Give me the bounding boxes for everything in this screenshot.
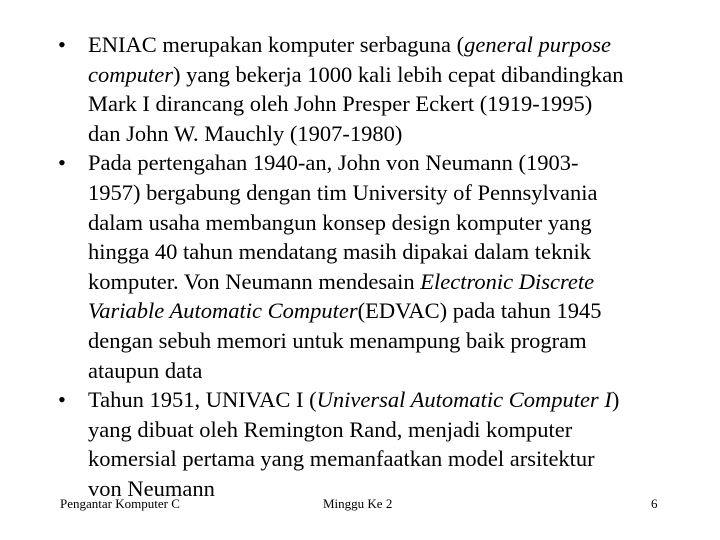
- bullet-line: ataupun data: [88, 357, 203, 383]
- bullet-line: yang dibuat oleh Remington Rand, menjadi komputer: [88, 416, 573, 442]
- bullet-list: [58, 30, 670, 504]
- bullet-line: Mark I dirancang oleh John Presper Eckert (1919-1995): [88, 91, 593, 117]
- footer-page-number: 6: [651, 496, 658, 511]
- bullet-line: dan John W. Mauchly (1907-1980): [88, 120, 403, 146]
- italic-term: computer: [88, 61, 173, 87]
- bullet-line: hingga 40 tahun mendatang masih dipakai dalam teknik: [88, 239, 591, 265]
- bullet-line: Pada pertengahan 1940-an, John von Neumann (1903-: [88, 150, 579, 176]
- text-segment: ENIAC merupakan komputer serbaguna (: [88, 32, 465, 57]
- bullet-line: [88, 385, 670, 415]
- bullet-line: [88, 267, 670, 297]
- text-segment: komputer. Von Neumann mendesain: [88, 268, 421, 294]
- footer-course-title: Pengantar Komputer C: [60, 496, 180, 511]
- bullet-von-neumann: [58, 148, 670, 385]
- bullet-line: dalam usaha membangun konsep design komputer yang: [88, 209, 592, 235]
- italic-term: Universal Automatic Computer I: [316, 387, 612, 413]
- text-segment: ) yang bekerja 1000 kali lebih cepat dibandingkan: [172, 61, 624, 87]
- bullet-line: von Neumann: [88, 475, 215, 501]
- bullet-marker: •: [58, 150, 66, 176]
- bullet-line: [88, 60, 670, 90]
- bullet-line: [88, 30, 670, 60]
- italic-term: general purpose: [464, 32, 611, 57]
- bullet-marker: •: [58, 387, 66, 413]
- text-segment: (EDVAC) pada tahun 1945: [357, 298, 602, 324]
- bullet-line: [88, 296, 670, 326]
- bullet-marker: •: [58, 32, 66, 57]
- italic-term: Electronic Discrete: [420, 268, 595, 294]
- bullet-line: komersial pertama yang memanfaatkan model arsitektur: [88, 446, 595, 472]
- bullet-univac: [58, 385, 670, 503]
- footer-week-label: Minggu Ke 2: [323, 496, 393, 511]
- italic-term: Variable Automatic Computer: [88, 298, 358, 324]
- text-segment: ): [611, 387, 620, 413]
- bullet-line: 1957) bergabung dengan tim University of Pennsylvania: [88, 179, 598, 205]
- bullet-line: dengan sebuh memori untuk menampung baik program: [88, 327, 587, 353]
- text-segment: Tahun 1951, UNIVAC I (: [88, 387, 317, 413]
- bullet-eniac: [58, 30, 670, 148]
